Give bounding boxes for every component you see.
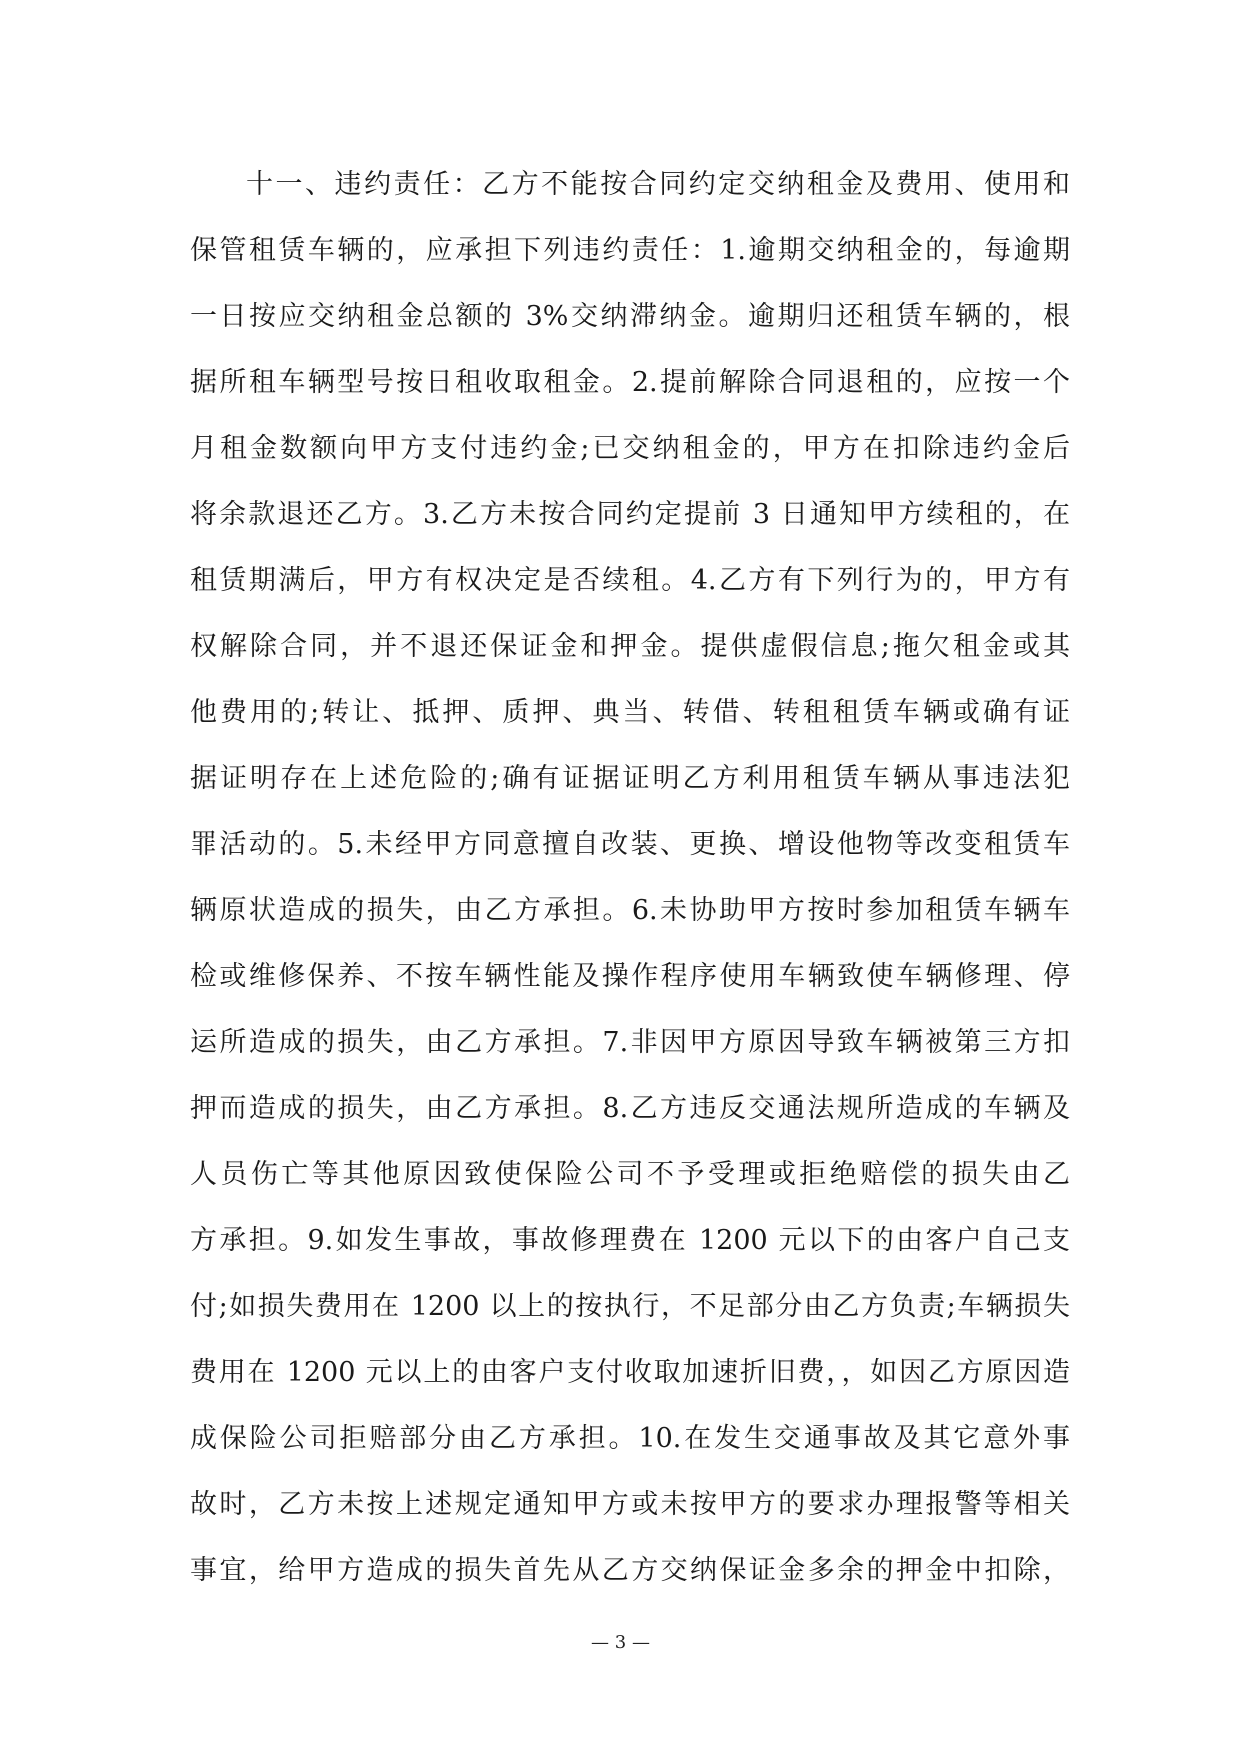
contract-clause-text (190, 152, 1070, 1604)
text-line: 据所租车辆型号按日租收取租金。2.提前解除合同退租的，应按一个 (190, 367, 1070, 398)
text-line: 辆原状造成的损失，由乙方承担。6.未协助甲方按时参加租赁车辆车 (190, 895, 1070, 926)
text-line: 成保险公司拒赔部分由乙方承担。10.在发生交通事故及其它意外事 (190, 1423, 1070, 1454)
text-line: 押而造成的损失，由乙方承担。8.乙方违反交通法规所造成的车辆及 (190, 1093, 1070, 1124)
text-line: 方承担。9.如发生事故，事故修理费在 1200 元以下的由客户自己支 (190, 1225, 1070, 1256)
text-line: 保管租赁车辆的，应承担下列违约责任：1.逾期交纳租金的，每逾期 (190, 235, 1070, 266)
text-line: 费用在 1200 元以上的由客户支付收取加速折旧费，，如因乙方原因造 (190, 1357, 1070, 1388)
page-number: — 3 — (591, 1632, 650, 1653)
text-line: 人员伤亡等其他原因致使保险公司不予受理或拒绝赔偿的损失由乙 (190, 1159, 1070, 1190)
text-line: 运所造成的损失，由乙方承担。7.非因甲方原因导致车辆被第三方扣 (190, 1027, 1070, 1058)
text-line: 据证明存在上述危险的;确有证据证明乙方利用租赁车辆从事违法犯 (190, 763, 1070, 794)
text-line: 一日按应交纳租金总额的 3%交纳滞纳金。逾期归还租赁车辆的，根 (190, 301, 1070, 332)
text-line: 故时，乙方未按上述规定通知甲方或未按甲方的要求办理报警等相关 (190, 1489, 1070, 1520)
text-line: 将余款退还乙方。3.乙方未按合同约定提前 3 日通知甲方续租的，在 (190, 499, 1070, 530)
text-line: 付;如损失费用在 1200 以上的按执行，不足部分由乙方负责;车辆损失 (190, 1291, 1070, 1322)
text-line: 月租金数额向甲方支付违约金;已交纳租金的，甲方在扣除违约金后 (190, 433, 1070, 464)
text-line: 事宜，给甲方造成的损失首先从乙方交纳保证金多余的押金中扣除， (190, 1555, 1070, 1586)
text-line: 权解除合同，并不退还保证金和押金。提供虚假信息;拖欠租金或其 (190, 631, 1070, 662)
text-line: 罪活动的。5.未经甲方同意擅自改装、更换、增设他物等改变租赁车 (190, 829, 1070, 860)
text-line: 检或维修保养、不按车辆性能及操作程序使用车辆致使车辆修理、停 (190, 961, 1070, 992)
text-line: 他费用的;转让、抵押、质押、典当、转借、转租租赁车辆或确有证 (190, 697, 1070, 728)
text-line: 租赁期满后，甲方有权决定是否续租。4.乙方有下列行为的，甲方有 (190, 565, 1070, 596)
text-line: 十一、违约责任：乙方不能按合同约定交纳租金及费用、使用和 (246, 169, 1070, 200)
